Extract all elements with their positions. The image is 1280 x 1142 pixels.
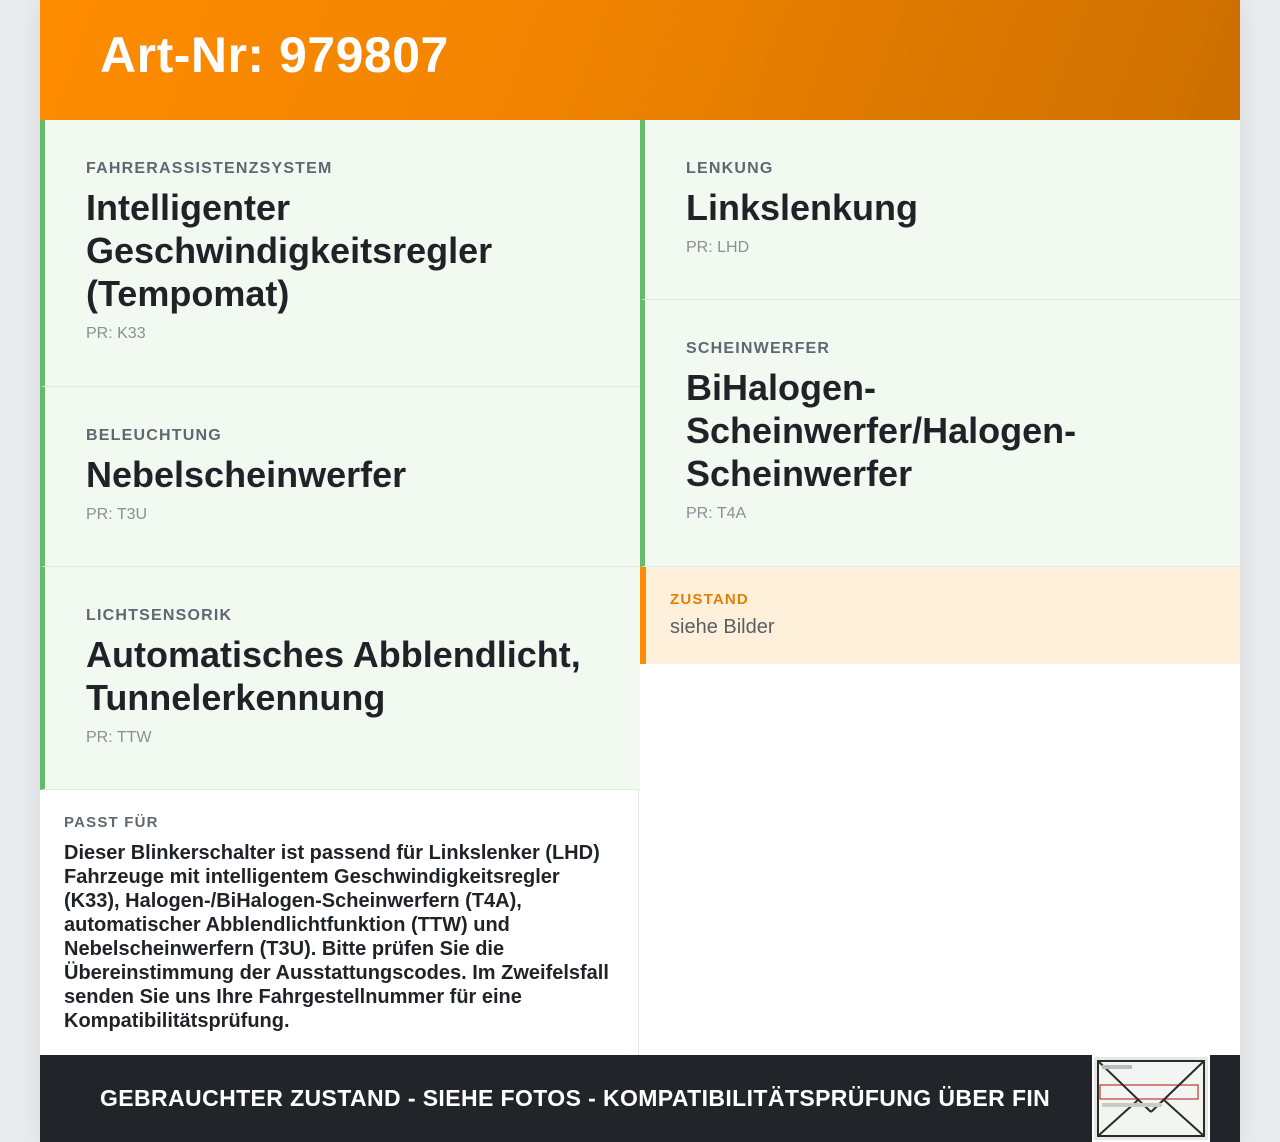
feature-card-fahrerassistenz: [40, 120, 640, 387]
feature-card-lenkung: [640, 120, 1240, 300]
card-title: BiHalogen-Scheinwerfer/Halogen-Scheinwerfer: [686, 367, 1077, 494]
card-title: Nebelscheinwerfer: [86, 454, 407, 495]
card-code: PR: T3U: [86, 506, 148, 523]
feature-card-beleuchtung: [40, 387, 640, 567]
compatibility-text: Dieser Blinkerschalter ist passend für Linkslenker (LHD) Fahrzeuge mit intelligentem Geschwindigkeitsregler (K33), Halogen-/BiHalogen-Scheinwerfern (T4A), automatischer Abblendlichtfunktion (TTW) und Nebelscheinwerfern (T3U). Bitte prüfen Sie die Übereinstimmung der Ausstattungscodes. Im Zweifelsfall senden Sie uns Ihre Fahrgestellnummer für eine Kompatibilitätsprüfung.: [64, 842, 609, 1032]
footer-bar: [40, 1055, 1240, 1142]
condition-value: siehe Bilder: [670, 616, 775, 638]
product-sheet: [40, 0, 1240, 1142]
article-number-title: Art-Nr: 979807: [100, 27, 449, 83]
card-code: PR: T4A: [686, 505, 747, 522]
feature-card-scheinwerfer: [640, 300, 1240, 567]
header-banner: [40, 0, 1240, 120]
card-code: PR: TTW: [86, 729, 152, 746]
card-category: FAHRERASSISTENZSYSTEM: [86, 160, 333, 177]
card-code: PR: LHD: [686, 239, 750, 256]
compatibility-label: PASST FÜR: [64, 814, 159, 831]
card-category: BELEUCHTUNG: [86, 427, 222, 444]
condition-box: [640, 567, 1240, 664]
card-category: LICHTSENSORIK: [86, 607, 233, 624]
condition-label: ZUSTAND: [670, 591, 749, 608]
product-photo-thumbnail[interactable]: [1092, 1055, 1210, 1142]
footer-text: GEBRAUCHTER ZUSTAND - SIEHE FOTOS - KOMPATIBILITÄTSPRÜFUNG ÜBER FIN: [100, 1085, 1051, 1111]
card-title: Intelligenter Geschwindigkeitsregler (Tempomat): [86, 187, 493, 314]
feature-card-lichtsensorik: [40, 567, 640, 790]
card-category: SCHEINWERFER: [686, 340, 831, 357]
card-category: LENKUNG: [686, 160, 774, 177]
card-code: PR: K33: [86, 325, 146, 342]
photo-image-icon: [1094, 1057, 1208, 1140]
card-title: Automatisches Abblendlicht, Tunnelerkennung: [86, 634, 581, 718]
card-title: Linkslenkung: [686, 187, 919, 228]
compatibility-section: [40, 790, 639, 1055]
